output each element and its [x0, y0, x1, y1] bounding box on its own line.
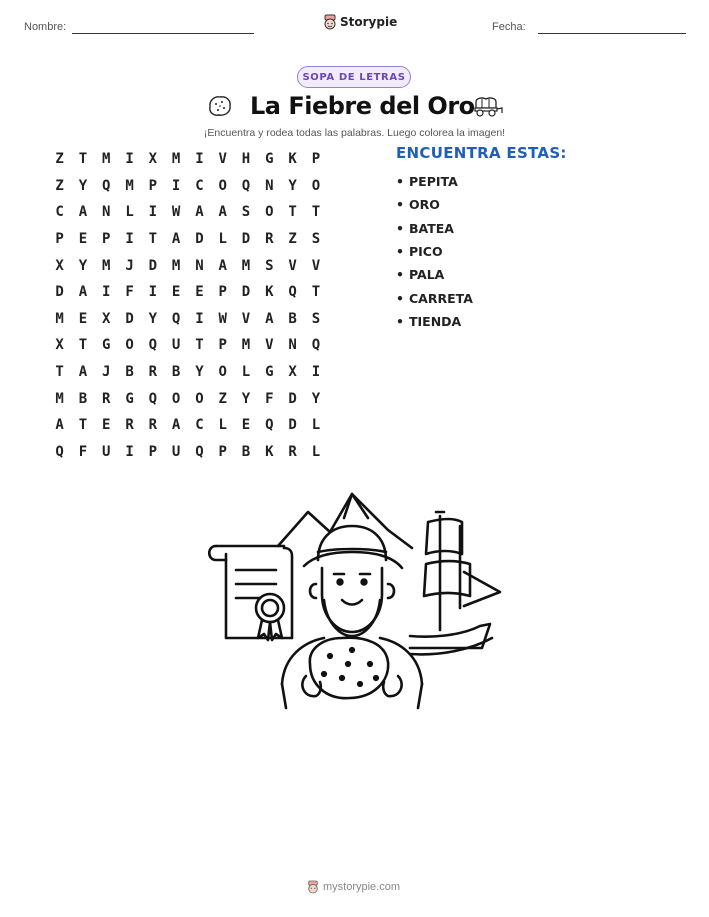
grid-letter[interactable]: A	[78, 364, 88, 381]
grid-letter[interactable]: Q	[195, 443, 204, 460]
grid-letter[interactable]: B	[125, 364, 134, 381]
grid-letter[interactable]: C	[195, 177, 204, 194]
grid-letter[interactable]: Q	[241, 177, 251, 194]
grid-letter[interactable]: T	[311, 204, 321, 221]
grid-row	[48, 306, 328, 333]
grid-letter[interactable]: M	[171, 257, 181, 274]
grid-letter[interactable]: N	[195, 257, 204, 274]
grid-row	[48, 252, 328, 279]
grid-letter[interactable]: B	[171, 364, 181, 381]
grid-letter[interactable]: O	[125, 337, 134, 354]
word-list-item	[396, 286, 473, 309]
grid-letter[interactable]: R	[148, 417, 158, 434]
bullet: •	[396, 267, 404, 283]
word-label: CARRETA	[409, 290, 473, 306]
word-list-item	[396, 263, 473, 286]
bullet: •	[396, 220, 404, 236]
grid-letter[interactable]: A	[78, 204, 88, 221]
grid-letter[interactable]: A	[265, 310, 274, 327]
grid-letter[interactable]: I	[171, 177, 181, 194]
grid-letter[interactable]: V	[288, 257, 297, 274]
prospector-illustration	[200, 488, 510, 718]
grid-letter[interactable]: Q	[102, 177, 111, 194]
grid-letter[interactable]: Y	[148, 310, 158, 327]
activity-type-badge: SOPA DE LETRAS	[297, 66, 411, 88]
grid-letter[interactable]: B	[288, 310, 297, 327]
grid-row	[48, 359, 328, 386]
brand-name: Storypie	[340, 15, 398, 29]
grid-letter[interactable]: M	[241, 257, 251, 274]
grid-letter[interactable]: E	[102, 417, 111, 434]
grid-letter[interactable]: A	[218, 204, 227, 221]
word-list-item	[396, 240, 473, 263]
grid-letter[interactable]: A	[171, 231, 181, 248]
grid-letter[interactable]: S	[241, 204, 251, 221]
grid-letter[interactable]: W	[218, 310, 227, 327]
grid-letter[interactable]: C	[55, 204, 64, 221]
grid-letter[interactable]: L	[125, 204, 134, 221]
grid-letter[interactable]: E	[171, 284, 181, 301]
grid-row	[48, 279, 328, 306]
grid-letter[interactable]: G	[125, 390, 134, 407]
grid-letter[interactable]: P	[102, 231, 111, 248]
grid-letter[interactable]: X	[288, 364, 297, 381]
grid-letter[interactable]: J	[125, 257, 134, 274]
grid-letter[interactable]: S	[311, 231, 321, 248]
grid-letter[interactable]: I	[148, 284, 158, 301]
grid-letter[interactable]: X	[148, 151, 158, 168]
grid-letter[interactable]: M	[171, 151, 181, 168]
grid-letter[interactable]: E	[78, 231, 88, 248]
grid-letter[interactable]: A	[78, 284, 88, 301]
grid-letter[interactable]: I	[125, 151, 134, 168]
grid-letter[interactable]: M	[125, 177, 134, 194]
brand-logo	[323, 14, 397, 30]
grid-letter[interactable]: X	[102, 310, 111, 327]
grid-letter[interactable]: G	[265, 151, 274, 168]
footer-url: mystorypie.com	[323, 881, 401, 893]
grid-letter[interactable]: T	[311, 284, 321, 301]
grid-letter[interactable]: Y	[311, 390, 321, 407]
grid-letter[interactable]: Q	[148, 337, 158, 354]
grid-letter[interactable]: L	[241, 364, 251, 381]
grid-row	[48, 332, 328, 359]
grid-letter[interactable]: S	[311, 310, 321, 327]
grid-letter[interactable]: O	[265, 204, 274, 221]
grid-letter[interactable]: L	[311, 417, 321, 434]
grid-letter[interactable]: Y	[78, 257, 88, 274]
grid-letter[interactable]: F	[125, 284, 134, 301]
footer-brand	[307, 880, 400, 894]
grid-letter[interactable]: D	[55, 284, 64, 301]
grid-letter[interactable]: W	[171, 204, 181, 221]
grid-letter[interactable]: I	[125, 443, 134, 460]
grid-letter[interactable]: D	[195, 231, 204, 248]
grid-letter[interactable]: R	[288, 443, 297, 460]
grid-letter[interactable]: R	[265, 231, 274, 248]
grid-letter[interactable]: A	[171, 417, 181, 434]
grid-letter[interactable]: I	[195, 151, 204, 168]
grid-letter[interactable]: M	[241, 337, 251, 354]
grid-letter[interactable]: D	[148, 257, 158, 274]
grid-letter[interactable]: U	[171, 443, 181, 460]
grid-letter[interactable]: I	[195, 310, 204, 327]
grid-letter[interactable]: G	[102, 337, 111, 354]
grid-row	[48, 173, 328, 200]
grid-letter[interactable]: T	[78, 337, 88, 354]
word-list-title: ENCUENTRA ESTAS:	[396, 144, 567, 162]
grid-letter[interactable]: I	[311, 364, 321, 381]
grid-letter[interactable]: F	[78, 443, 88, 460]
grid-letter[interactable]: D	[288, 390, 297, 407]
grid-letter[interactable]: U	[171, 337, 181, 354]
grid-letter[interactable]: Z	[218, 390, 227, 407]
grid-letter[interactable]: U	[102, 443, 111, 460]
word-list-item	[396, 217, 473, 240]
bullet: •	[396, 244, 404, 260]
grid-letter[interactable]: G	[265, 364, 274, 381]
grid-letter[interactable]: A	[218, 257, 227, 274]
grid-letter[interactable]: M	[55, 310, 64, 327]
storypie-logo-icon	[307, 880, 319, 894]
grid-row	[48, 199, 328, 226]
word-label: PICO	[409, 244, 443, 260]
grid-letter[interactable]: D	[241, 284, 251, 301]
grid-letter[interactable]: V	[241, 310, 251, 327]
grid-letter[interactable]: Q	[265, 417, 274, 434]
grid-letter[interactable]: P	[55, 231, 64, 248]
grid-letter[interactable]: Q	[288, 284, 297, 301]
grid-letter[interactable]: J	[102, 364, 111, 381]
grid-letter[interactable]: I	[102, 284, 111, 301]
grid-letter[interactable]: O	[218, 177, 227, 194]
grid-letter[interactable]: Q	[55, 443, 64, 460]
grid-letter[interactable]: F	[265, 390, 274, 407]
grid-letter[interactable]: Z	[55, 151, 64, 168]
nombre-line[interactable]	[72, 33, 254, 34]
grid-letter[interactable]: O	[171, 390, 181, 407]
word-list-item	[396, 170, 473, 193]
grid-letter[interactable]: Q	[148, 390, 158, 407]
grid-letter[interactable]: E	[195, 284, 204, 301]
grid-letter[interactable]: M	[55, 390, 64, 407]
grid-letter[interactable]: D	[288, 417, 297, 434]
grid-letter[interactable]: B	[241, 443, 251, 460]
grid-letter[interactable]: R	[125, 417, 134, 434]
grid-letter[interactable]: T	[288, 204, 297, 221]
grid-letter[interactable]: X	[55, 257, 64, 274]
grid-letter[interactable]: X	[55, 337, 64, 354]
grid-letter[interactable]: E	[241, 417, 251, 434]
grid-letter[interactable]: N	[102, 204, 111, 221]
fecha-label: Fecha:	[492, 21, 526, 33]
grid-letter[interactable]: Q	[171, 310, 181, 327]
nombre-label: Nombre:	[24, 21, 67, 33]
grid-letter[interactable]: R	[102, 390, 111, 407]
page-title: La Fiebre del Oro	[250, 92, 475, 120]
grid-letter[interactable]: H	[241, 151, 251, 168]
grid-row	[48, 385, 328, 412]
grid-letter[interactable]: K	[265, 443, 274, 460]
grid-letter[interactable]: R	[148, 364, 158, 381]
grid-letter[interactable]: L	[218, 417, 227, 434]
fecha-line[interactable]	[538, 33, 686, 34]
grid-letter[interactable]: D	[241, 231, 251, 248]
grid-letter[interactable]: P	[311, 151, 321, 168]
grid-letter[interactable]: S	[265, 257, 274, 274]
word-search-grid[interactable]	[48, 146, 328, 465]
grid-letter[interactable]: O	[218, 364, 227, 381]
grid-letter[interactable]: I	[125, 231, 134, 248]
covered-wagon-icon	[472, 96, 504, 118]
grid-letter[interactable]: O	[195, 390, 204, 407]
grid-letter[interactable]: K	[288, 151, 297, 168]
instructions: ¡Encuentra y rodea todas las palabras. Luego colorea la imagen!	[203, 127, 506, 139]
grid-letter[interactable]: I	[148, 204, 158, 221]
bullet: •	[396, 313, 404, 329]
gold-nugget-icon	[206, 93, 234, 119]
grid-letter[interactable]: N	[288, 337, 297, 354]
grid-row	[48, 439, 328, 466]
grid-letter[interactable]: N	[265, 177, 274, 194]
grid-letter[interactable]: B	[78, 390, 88, 407]
grid-row	[48, 146, 328, 173]
word-label: TIENDA	[409, 313, 462, 329]
grid-letter[interactable]: V	[218, 151, 227, 168]
grid-letter[interactable]: C	[195, 417, 204, 434]
grid-letter[interactable]: L	[218, 231, 227, 248]
grid-letter[interactable]: T	[55, 364, 64, 381]
grid-letter[interactable]: Z	[55, 177, 64, 194]
grid-letter[interactable]: P	[218, 337, 227, 354]
word-list-item	[396, 310, 473, 333]
grid-letter[interactable]: M	[102, 257, 111, 274]
grid-letter[interactable]: Y	[241, 390, 251, 407]
grid-letter[interactable]: L	[311, 443, 321, 460]
word-label: PALA	[409, 267, 445, 283]
grid-letter[interactable]: M	[102, 151, 111, 168]
word-label: ORO	[409, 197, 440, 213]
grid-letter[interactable]: O	[311, 177, 321, 194]
word-list	[396, 170, 473, 333]
bullet: •	[396, 174, 404, 190]
word-label: PEPITA	[409, 174, 458, 190]
grid-letter[interactable]: D	[125, 310, 134, 327]
word-label: BATEA	[409, 220, 454, 236]
bullet: •	[396, 290, 404, 306]
storypie-logo-icon	[323, 14, 337, 30]
grid-letter[interactable]: T	[148, 231, 158, 248]
grid-letter[interactable]: A	[195, 204, 204, 221]
bullet: •	[396, 197, 404, 213]
grid-letter[interactable]: T	[78, 151, 88, 168]
grid-letter[interactable]: A	[55, 417, 64, 434]
grid-letter[interactable]: Y	[288, 177, 297, 194]
word-list-item	[396, 193, 473, 216]
grid-letter[interactable]: V	[265, 337, 274, 354]
grid-letter[interactable]: P	[218, 443, 227, 460]
grid-letter[interactable]: V	[311, 257, 321, 274]
grid-letter[interactable]: Q	[311, 337, 321, 354]
grid-letter[interactable]: P	[218, 284, 227, 301]
grid-letter[interactable]: Y	[78, 177, 88, 194]
grid-letter[interactable]: E	[78, 310, 88, 327]
grid-letter[interactable]: Y	[195, 364, 204, 381]
grid-row	[48, 226, 328, 253]
grid-letter[interactable]: Z	[288, 231, 297, 248]
grid-row	[48, 412, 328, 439]
grid-letter[interactable]: P	[148, 177, 158, 194]
grid-letter[interactable]: T	[78, 417, 88, 434]
grid-letter[interactable]: K	[265, 284, 274, 301]
grid-letter[interactable]: P	[148, 443, 158, 460]
grid-letter[interactable]: T	[195, 337, 204, 354]
